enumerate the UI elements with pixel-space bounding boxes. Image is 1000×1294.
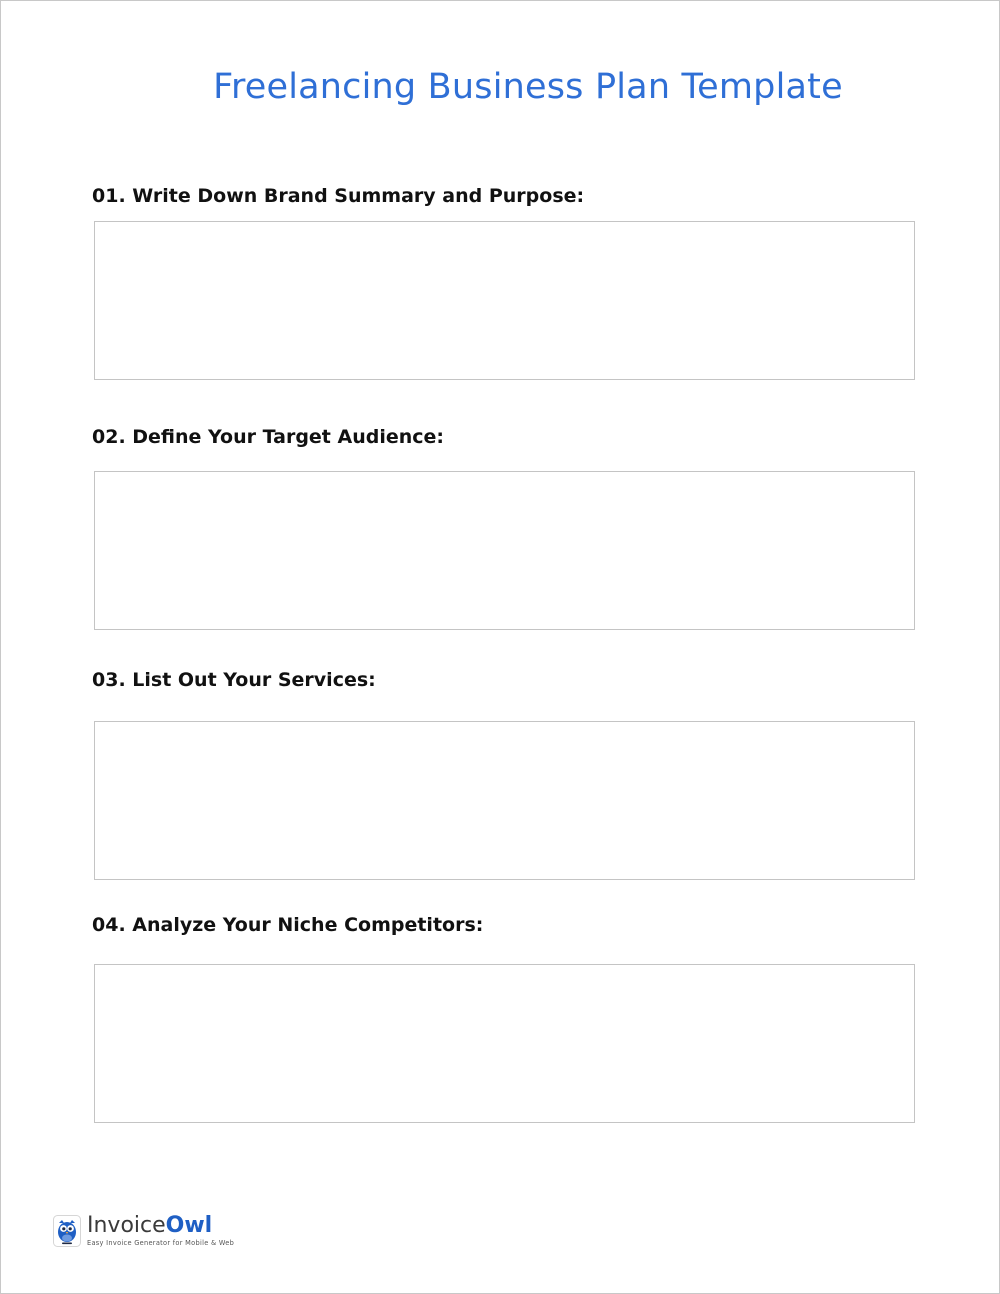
brand-tagline: Easy Invoice Generator for Mobile & Web — [87, 1239, 235, 1247]
section-label-brand-summary: 01. Write Down Brand Summary and Purpose: — [92, 185, 585, 207]
answer-box-target-audience[interactable] — [94, 471, 915, 630]
section-label-services: 03. List Out Your Services: — [92, 669, 376, 691]
answer-box-brand-summary[interactable] — [94, 221, 915, 380]
brand-name — [87, 1214, 234, 1238]
answer-box-services[interactable] — [94, 721, 915, 880]
owl-icon — [53, 1215, 81, 1247]
brand-name-first: Invoice — [87, 1213, 166, 1238]
brand-logo — [53, 1214, 234, 1247]
section-label-target-audience: 02. Define Your Target Audience: — [92, 426, 445, 448]
section-label-competitors: 04. Analyze Your Niche Competitors: — [92, 914, 484, 936]
page-title: Freelancing Business Plan Template — [213, 67, 843, 107]
answer-box-competitors[interactable] — [94, 964, 915, 1123]
brand-name-second: Owl — [165, 1213, 213, 1238]
